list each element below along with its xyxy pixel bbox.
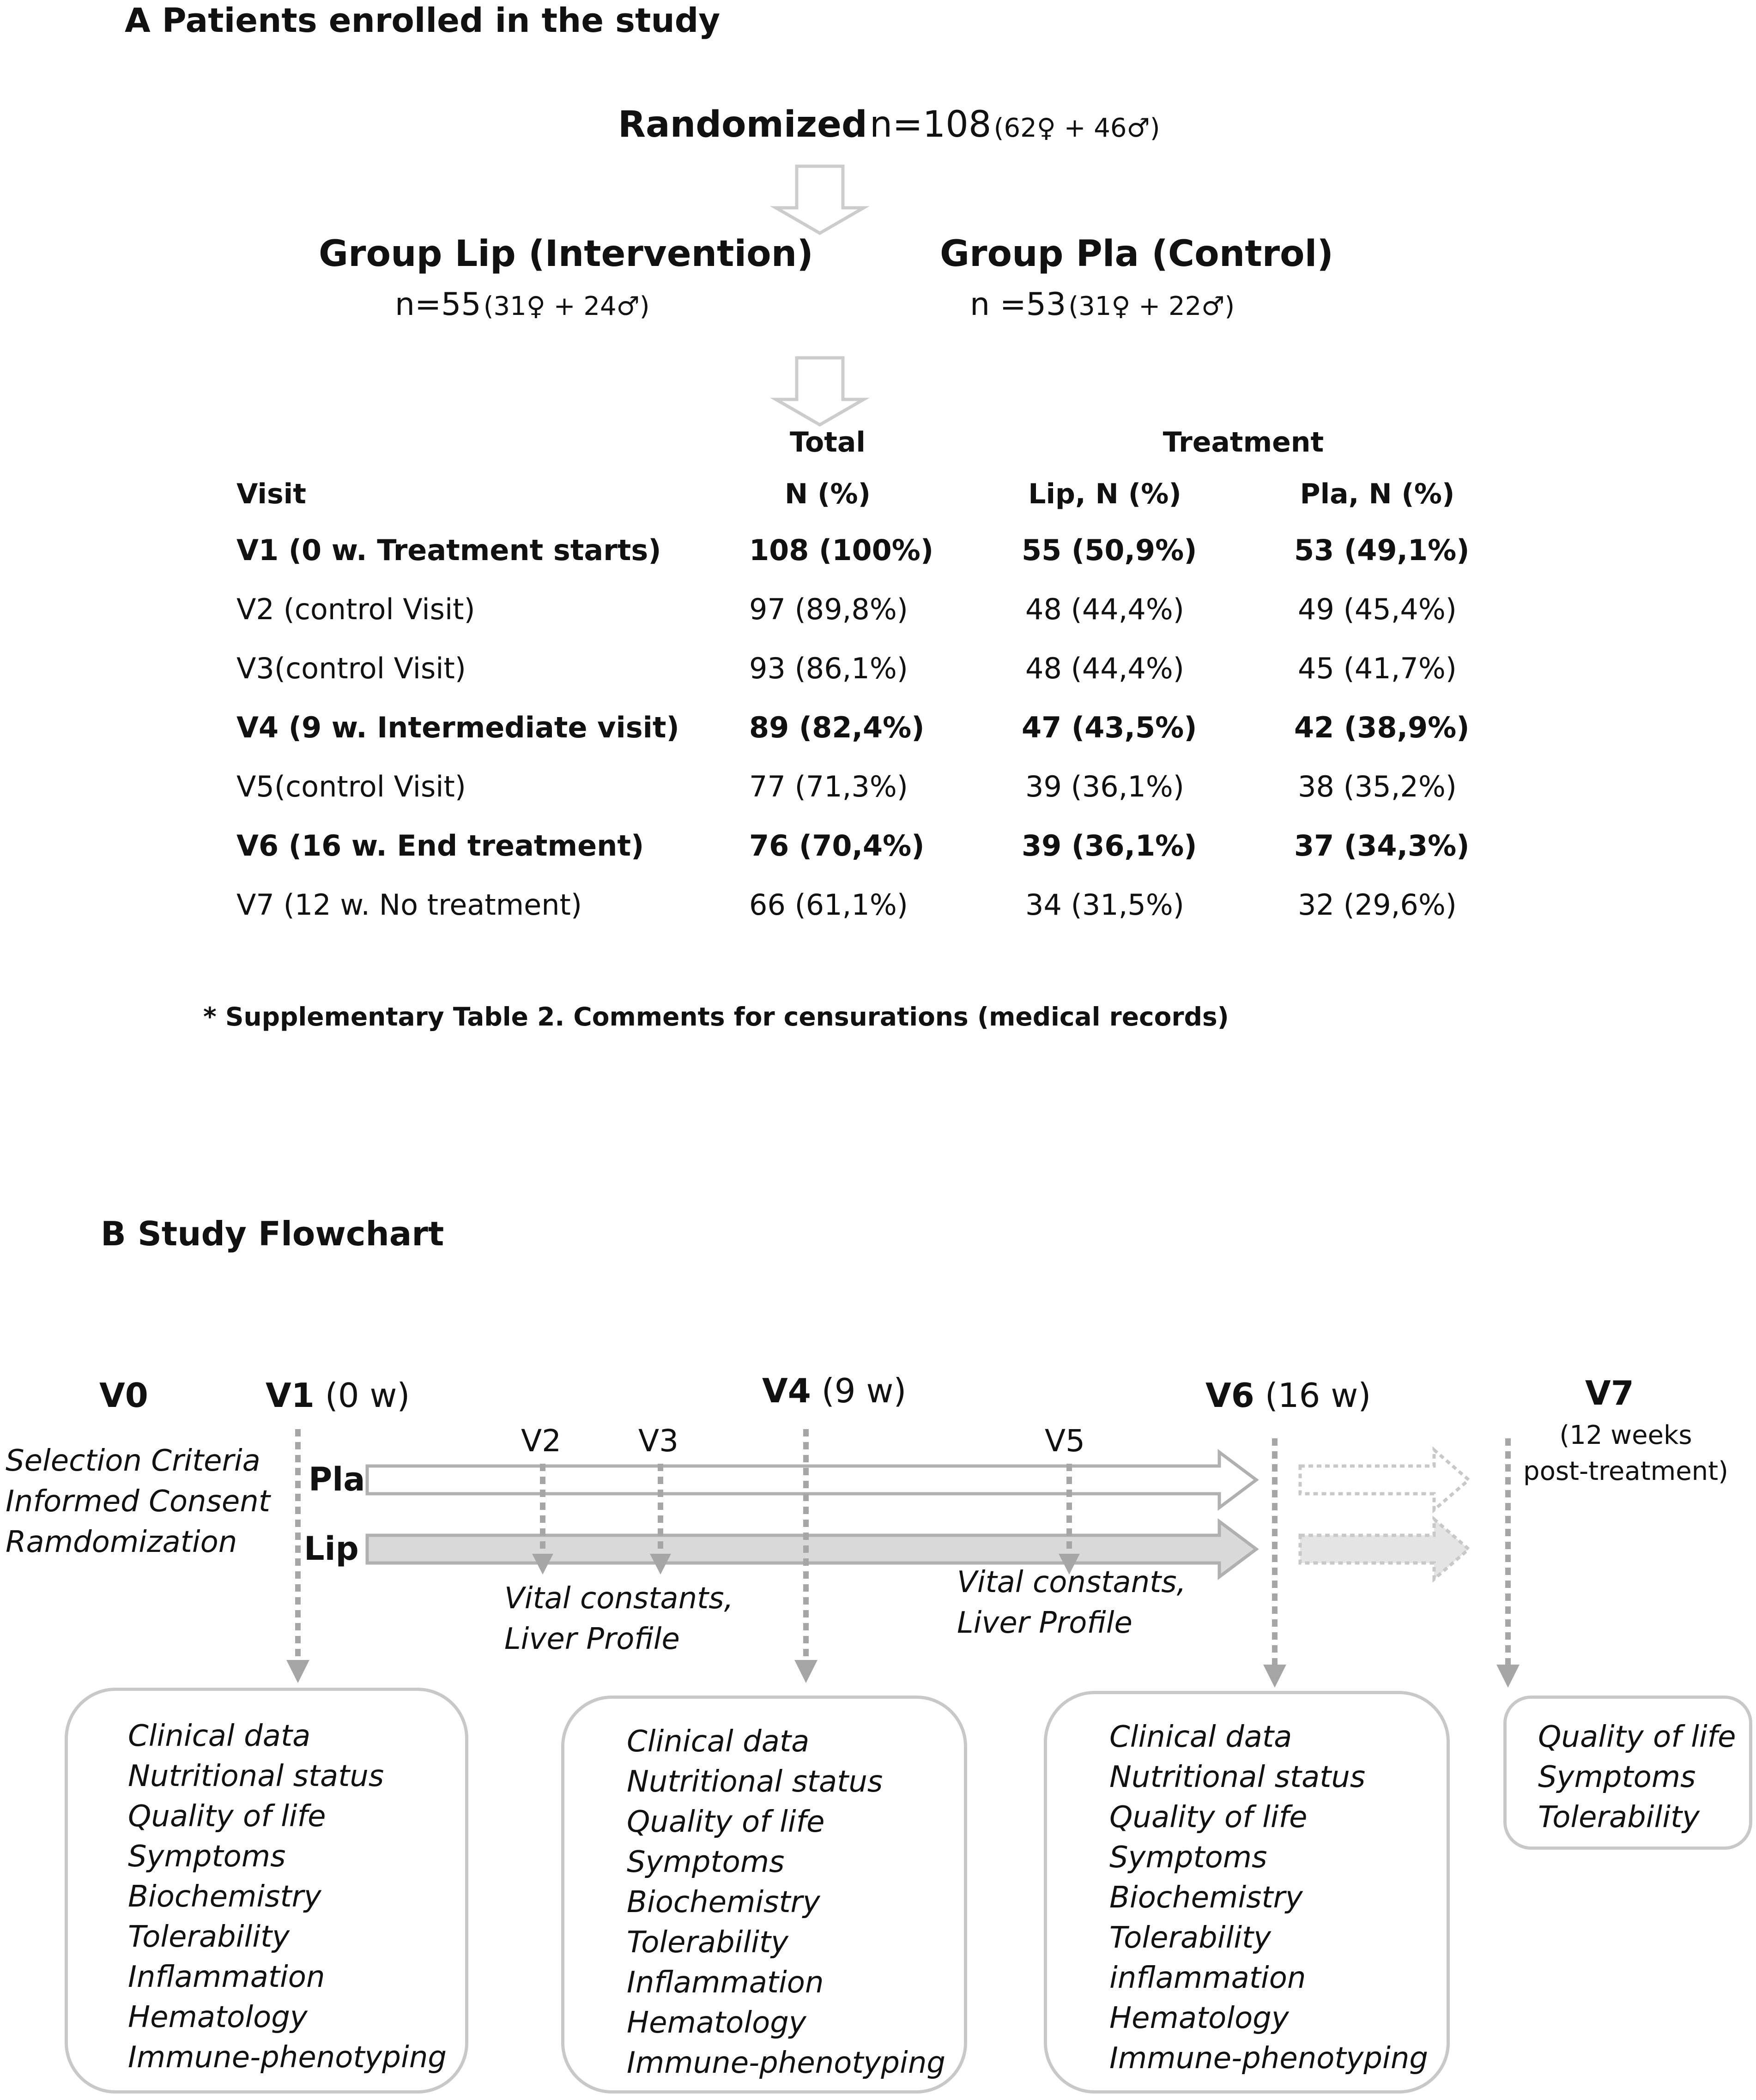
list-item: Hematology [128, 2000, 308, 2034]
list-item: Tolerability [128, 1920, 290, 1954]
down-arrow-icon [776, 358, 864, 425]
v7-time [1520, 1418, 1732, 1490]
table-row [236, 533, 1484, 589]
group-pla-count [970, 286, 1235, 323]
randomized-sex: (62♀ + 46♂) [993, 113, 1160, 143]
list-item: Inflammation [627, 1966, 824, 2000]
cell-total: 93 (86,1%) [749, 652, 908, 685]
arm-lip-label: Lip [304, 1530, 359, 1568]
pla-post-arrow [1300, 1450, 1469, 1510]
randomized-summary [618, 104, 1160, 145]
v1-header [266, 1376, 410, 1415]
v0-items [6, 1441, 270, 1563]
v2-label: V2 [521, 1423, 562, 1459]
v7-time-line1: (12 weeks [1559, 1420, 1692, 1450]
cell-pla: 49 (45,4%) [1298, 592, 1457, 626]
v6-header [1205, 1376, 1371, 1415]
list-item: Biochemistry [1109, 1881, 1303, 1915]
cell-pla: 37 (34,3%) [1294, 829, 1470, 863]
list-item: Quality of life [1109, 1800, 1308, 1834]
col-total: N (%) [784, 478, 871, 510]
list-item: Quality of life [1538, 1720, 1736, 1754]
list-item: Tolerability [1538, 1800, 1700, 1834]
pla-arm-arrow [367, 1452, 1256, 1508]
col-lip: Lip, N (%) [1028, 478, 1181, 510]
cell-visit: V6 (16 w. End treatment) [236, 829, 644, 863]
v6-label: V6 [1205, 1376, 1254, 1415]
list-item: Symptoms [1109, 1841, 1267, 1875]
list-item: Clinical data [1109, 1720, 1292, 1754]
list-item: Symptoms [627, 1845, 785, 1879]
vital-line2: Liver Profile [504, 1622, 680, 1656]
cell-pla: 45 (41,7%) [1298, 652, 1457, 685]
list-item: Quality of life [128, 1799, 326, 1834]
v1-label: V1 [266, 1376, 315, 1415]
down-arrow-icon [776, 166, 864, 233]
list-item: Nutritional status [627, 1765, 883, 1799]
v6-time: (16 w) [1265, 1376, 1371, 1415]
v4-label: V4 [762, 1371, 811, 1410]
cell-total: 76 (70,4%) [749, 829, 925, 863]
lip-post-arrow [1300, 1519, 1469, 1579]
cell-pla: 53 (49,1%) [1294, 533, 1470, 567]
v5-label: V5 [1045, 1423, 1085, 1459]
group-lip-title: Group Lip (Intervention) [319, 233, 813, 275]
cell-lip: 34 (31,5%) [1025, 888, 1184, 922]
v0-item: Selection Criteria [6, 1444, 260, 1478]
vital-line2: Liver Profile [957, 1606, 1132, 1640]
v3-label: V3 [638, 1423, 679, 1459]
list-item: Immune-phenotyping [1109, 2041, 1428, 2076]
randomized-n: n=108 [869, 104, 992, 145]
table-row [236, 829, 1484, 884]
list-item: Tolerability [1109, 1921, 1271, 1955]
cell-visit: V1 (0 w. Treatment starts) [236, 533, 661, 567]
v0-item: Ramdomization [6, 1525, 237, 1559]
vital-constants-v2-v3 [504, 1578, 733, 1659]
randomized-label: Randomized [618, 104, 867, 145]
table-footnote: * Supplementary Table 2. Comments for censurations (medical records) [203, 1002, 1229, 1032]
list-item: Nutritional status [128, 1759, 384, 1793]
list-item: Nutritional status [1109, 1760, 1366, 1794]
cell-visit: V3(control Visit) [236, 652, 466, 685]
arm-pla-label: Pla [309, 1460, 365, 1498]
header-treatment: Treatment [1163, 426, 1324, 459]
v4-header [762, 1371, 906, 1410]
table-row [236, 652, 1484, 707]
cell-lip: 47 (43,5%) [1022, 711, 1197, 744]
cell-total: 108 (100%) [749, 533, 934, 567]
cell-total: 97 (89,8%) [749, 592, 908, 626]
col-visit: Visit [236, 478, 306, 510]
section-a-title: A Patients enrolled in the study [125, 1, 721, 40]
v4-time: (9 w) [821, 1371, 907, 1410]
group-lip-count [395, 286, 650, 323]
cell-pla: 32 (29,6%) [1298, 888, 1457, 922]
cell-visit: V7 (12 w. No treatment) [236, 888, 582, 922]
cell-lip: 39 (36,1%) [1022, 829, 1197, 863]
cell-lip: 48 (44,4%) [1025, 592, 1184, 626]
v7-time-line2: post-treatment) [1523, 1456, 1728, 1486]
cell-lip: 55 (50,9%) [1022, 533, 1197, 567]
list-item: Tolerability [627, 1925, 788, 1960]
v6-assessment-box [1044, 1691, 1450, 2094]
section-b-title: B Study Flowchart [101, 1214, 444, 1253]
list-item: Clinical data [627, 1725, 810, 1759]
cell-pla: 42 (38,9%) [1294, 711, 1470, 744]
v1-assessment-box [65, 1688, 468, 2094]
group-pla-n: n =53 [970, 286, 1066, 323]
group-lip-n: n=55 [395, 286, 481, 323]
group-pla-sex: (31♀ + 22♂) [1068, 291, 1235, 321]
col-pla: Pla, N (%) [1300, 478, 1455, 510]
v0-label: V0 [99, 1376, 148, 1415]
table-row [236, 711, 1484, 766]
list-item: Biochemistry [128, 1880, 321, 1914]
cell-pla: 38 (35,2%) [1298, 770, 1457, 803]
header-total: Total [790, 426, 866, 459]
table-row [236, 592, 1484, 648]
cell-total: 66 (61,1%) [749, 888, 908, 922]
v0-item: Informed Consent [6, 1484, 270, 1519]
list-item: Immune-phenotyping [128, 2040, 447, 2075]
group-lip-sex: (31♀ + 24♂) [483, 291, 650, 321]
list-item: Symptoms [128, 1840, 286, 1874]
vital-line1: Vital constants, [504, 1581, 733, 1616]
list-item: Immune-phenotyping [627, 2046, 945, 2080]
vital-line1: Vital constants, [957, 1565, 1186, 1599]
list-item: Quality of life [627, 1805, 825, 1839]
list-item: Hematology [627, 2006, 806, 2040]
cell-total: 89 (82,4%) [749, 711, 925, 744]
list-item: inflammation [1109, 1961, 1306, 1995]
v7-label: V7 [1585, 1374, 1634, 1412]
vital-constants-v5 [957, 1562, 1186, 1643]
cell-visit: V5(control Visit) [236, 770, 466, 803]
cell-visit: V2 (control Visit) [236, 592, 475, 626]
v4-assessment-box [561, 1696, 967, 2094]
group-pla-title: Group Pla (Control) [940, 233, 1334, 275]
list-item: Hematology [1109, 2001, 1289, 2035]
cell-total: 77 (71,3%) [749, 770, 908, 803]
v7-assessment-box [1503, 1696, 1752, 1850]
v1-time: (0 w) [325, 1376, 410, 1415]
list-item: Biochemistry [627, 1885, 820, 1919]
list-item: Inflammation [128, 1960, 325, 1994]
cell-visit: V4 (9 w. Intermediate visit) [236, 711, 679, 744]
list-item: Symptoms [1538, 1760, 1696, 1794]
cell-lip: 48 (44,4%) [1025, 652, 1184, 685]
cell-lip: 39 (36,1%) [1025, 770, 1184, 803]
table-row [236, 888, 1484, 943]
list-item: Clinical data [128, 1719, 311, 1753]
table-row [236, 770, 1484, 825]
